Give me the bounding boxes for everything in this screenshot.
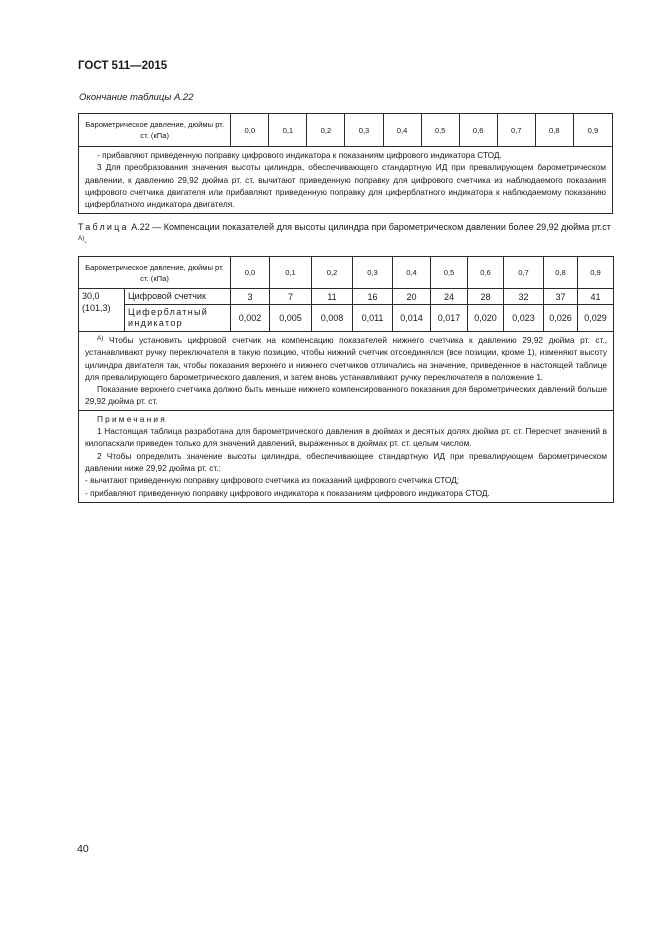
table1-col-header: 0,4	[383, 114, 421, 147]
row-label: Цифровой счетчик	[125, 289, 231, 305]
table-a22-caption	[78, 221, 618, 246]
table-cell: 0,005	[270, 305, 312, 332]
table2-footnote-cell	[79, 332, 614, 411]
footnote-paragraph-2: Показание верхнего счетчика должно быть меньше нижнего компенсированного показания для барометрических давлений больше 29,92 дюйма рт. ст.	[85, 384, 607, 407]
footnote-text: Чтобы установить цифровой счетчик на компенсацию показателей нижнего счетчика к давлению 29,92 дюйма рт. ст., устанавливают ручку переключателя в такую позицию, чтобы нижний счетчик отсоединялся (все позиции, кроме 1), изменяют высоту цилиндра двигателя так, чтобы показания верхнего и нижнего счетчиков отличались на значение, приведенное в настоящей таблице для превалирующего барометрического давления, и затем вновь устанавливают ручку переключателя в положение 1.	[85, 335, 607, 382]
table1-col-header: 0,3	[345, 114, 383, 147]
table2-col-header: 0,2	[312, 257, 353, 289]
table-cell: 20	[393, 289, 431, 305]
table-cell: 0,008	[312, 305, 353, 332]
table-row	[79, 305, 614, 332]
table-cell: 7	[270, 289, 312, 305]
table-continuation-caption: Окончание таблицы А.22	[79, 92, 194, 103]
table2-col-header: 0,5	[431, 257, 468, 289]
table2-col-header: 0,0	[231, 257, 270, 289]
altitude-value: 30,0	[82, 291, 100, 301]
caption-sup: А)	[78, 235, 85, 242]
document-code: ГОСТ 511—2015	[78, 60, 168, 72]
table-row	[79, 289, 614, 305]
table1-col-header: 0,1	[269, 114, 307, 147]
table-cell: 37	[544, 289, 578, 305]
table-cell: 0,029	[578, 305, 614, 332]
table-cell: 0,026	[544, 305, 578, 332]
note-item: 1 Настоящая таблица разработана для барометрического давления в дюймах и десятых долях дюйма рт. ст. Пересчет значений в килопаскали приведен только для значений давлений, выраженных в дюймах рт. ст. целым числом.	[85, 426, 607, 449]
table-cell: 0,002	[231, 305, 270, 332]
table-cell: 0,017	[431, 305, 468, 332]
table1-note-cell	[79, 147, 613, 214]
page-number: 40	[77, 843, 89, 855]
table-cell: 0,011	[353, 305, 393, 332]
table1-header-row	[79, 114, 613, 147]
table2-header-row	[79, 257, 614, 289]
table-cell: 24	[431, 289, 468, 305]
table1-note-line: 3 Для преобразования значения высоты цилиндра, обеспечивающего стандартную ИД при превалирующем барометрическом давлении, к давлению 29,92 дюйма рт. ст. вычитают приведенную поправку для цифрового счетчика из наблюдаемого показания цифрового счетчика двигателя или прибавляют приведенную поправку для циферблатного индикатора к наблюдаемому показанию циферблатного индикатора двигателя.	[85, 162, 606, 210]
caption-prefix: Таблица	[78, 222, 129, 232]
caption-end: .	[84, 235, 87, 245]
note-item: - прибавляют приведенную поправку цифрового индикатора к показаниям цифрового индикатора СТОД.	[85, 487, 490, 498]
altitude-kpa: (101,3)	[82, 303, 111, 313]
table-cell: 0,014	[393, 305, 431, 332]
footnote-mark: А)	[97, 335, 104, 342]
row-label: Циферблатный индикатор	[125, 305, 231, 332]
notes-title: Примечания	[97, 413, 167, 424]
altitude-cell	[79, 289, 125, 332]
table-cell: 0,020	[468, 305, 504, 332]
table-a22-end	[78, 113, 613, 214]
footnote-paragraph	[85, 333, 607, 383]
table2-col-header: 0,3	[353, 257, 393, 289]
table-a22-compensation	[78, 256, 614, 503]
table2-col-header: 0,4	[393, 257, 431, 289]
caption-text: А.22 — Компенсации показателей для высоты цилиндра при барометрическом давлении более 29,92 дюйма рт.ст	[128, 222, 611, 232]
note-item: 2 Чтобы определить значение высоты цилиндра, обеспечивающее стандартную ИД при превалирующем барометрическом давлении ниже 29,92 дюйма рт. ст.:	[85, 450, 607, 473]
table-cell: 32	[504, 289, 544, 305]
table2-col-header: 0,7	[504, 257, 544, 289]
table2-col-header: 0,9	[578, 257, 614, 289]
table2-col-header: 0,6	[468, 257, 504, 289]
table2-col-header: 0,1	[270, 257, 312, 289]
table1-col-header: 0,2	[307, 114, 345, 147]
table1-col-header: 0,0	[231, 114, 269, 147]
table2-notes-row	[79, 410, 614, 502]
table-cell: 3	[231, 289, 270, 305]
table-cell: 28	[468, 289, 504, 305]
table-cell: 11	[312, 289, 353, 305]
table1-col-header: 0,6	[459, 114, 497, 147]
table1-col-header: 0,5	[421, 114, 459, 147]
table2-notes-cell	[79, 410, 614, 502]
table-cell: 0,023	[504, 305, 544, 332]
table1-col-header: 0,7	[497, 114, 535, 147]
table-cell: 41	[578, 289, 614, 305]
table1-col-header: 0,9	[573, 114, 612, 147]
table-cell: 16	[353, 289, 393, 305]
table1-note-line: - прибавляют приведенную поправку цифрового индикатора к показаниям цифрового индикатора СТОД.	[97, 150, 502, 160]
table1-note-row	[79, 147, 613, 214]
note-item: - вычитают приведенную поправку цифрового счетчика из показаний цифрового счетчика СТОД;	[85, 475, 460, 486]
table2-footnote-row	[79, 332, 614, 411]
table2-col-header: 0,8	[544, 257, 578, 289]
table1-head-label: Барометрическое давление, дюймы рт. ст. (кПа)	[79, 114, 231, 147]
table2-head-label: Барометрическое давление, дюймы рт. ст. (кПа)	[79, 257, 231, 289]
table1-col-header: 0,8	[535, 114, 573, 147]
